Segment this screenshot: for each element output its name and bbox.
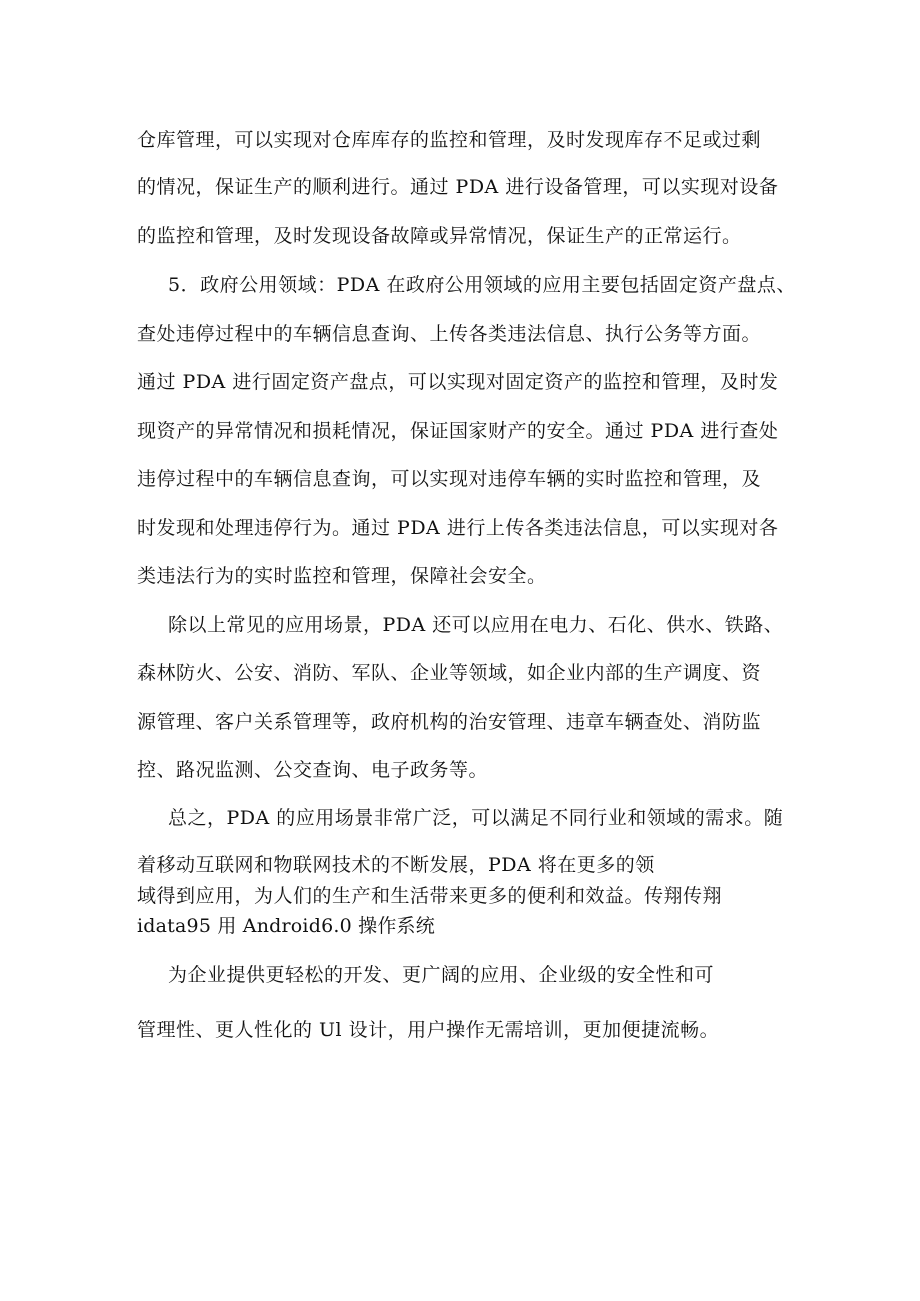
text-line: 现资产的异常情况和损耗情况，保证国家财产的安全。通过 PDA 进行查处 [137, 420, 779, 442]
text-line: 查处违停过程中的车辆信息查询、上传各类违法信息、执行公务等方面。 [137, 323, 762, 345]
text-line: 通过 PDA 进行固定资产盘点，可以实现对固定资产的监控和管理，及时发 [137, 371, 779, 393]
text-line: 的情况，保证生产的顺利进行。通过 PDA 进行设备管理，可以实现对设备 [137, 176, 779, 198]
text-line: 除以上常见的应用场景，PDA 还可以应用在电力、石化、供水、铁路、 [168, 614, 784, 636]
text-line: 类违法行为的实时监控和管理，保障社会安全。 [137, 565, 547, 587]
text-line: 时发现和处理违停行为。通过 PDA 进行上传各类违法信息，可以实现对各 [137, 517, 779, 539]
text-line: 违停过程中的车辆信息查询，可以实现对违停车辆的实时监控和管理，及 [137, 468, 762, 490]
text-line: 域得到应用，为人们的生产和生活带来更多的便利和效益。传翔传翔 [137, 885, 723, 907]
text-line: 森林防火、公安、消防、军队、企业等领域，如企业内部的生产调度、资 [137, 662, 762, 684]
text-line: 5．政府公用领域：PDA 在政府公用领域的应用主要包括固定资产盘点、 [168, 274, 796, 296]
text-line: 的监控和管理，及时发现设备故障或异常情况，保证生产的正常运行。 [137, 225, 742, 247]
text-line: 管理性、更人性化的 Ul 设计，用户操作无需培训，更加便捷流畅。 [137, 1019, 720, 1041]
text-line: idata95 用 Android6.0 操作系统 [137, 915, 435, 937]
text-line: 总之，PDA 的应用场景非常广泛，可以满足不同行业和领域的需求。随 [168, 807, 784, 829]
text-line: 源管理、客户关系管理等，政府机构的治安管理、违章车辆查处、消防监 [137, 711, 762, 733]
text-line: 仓库管理，可以实现对仓库库存的监控和管理，及时发现库存不足或过剩 [137, 129, 762, 151]
text-line: 为企业提供更轻松的开发、更广阔的应用、企业级的安全性和可 [168, 964, 715, 986]
text-line: 控、路况监测、公交查询、电子政务等。 [137, 759, 489, 781]
text-line: 着移动互联网和物联网技术的不断发展，PDA 将在更多的领 [137, 854, 655, 876]
